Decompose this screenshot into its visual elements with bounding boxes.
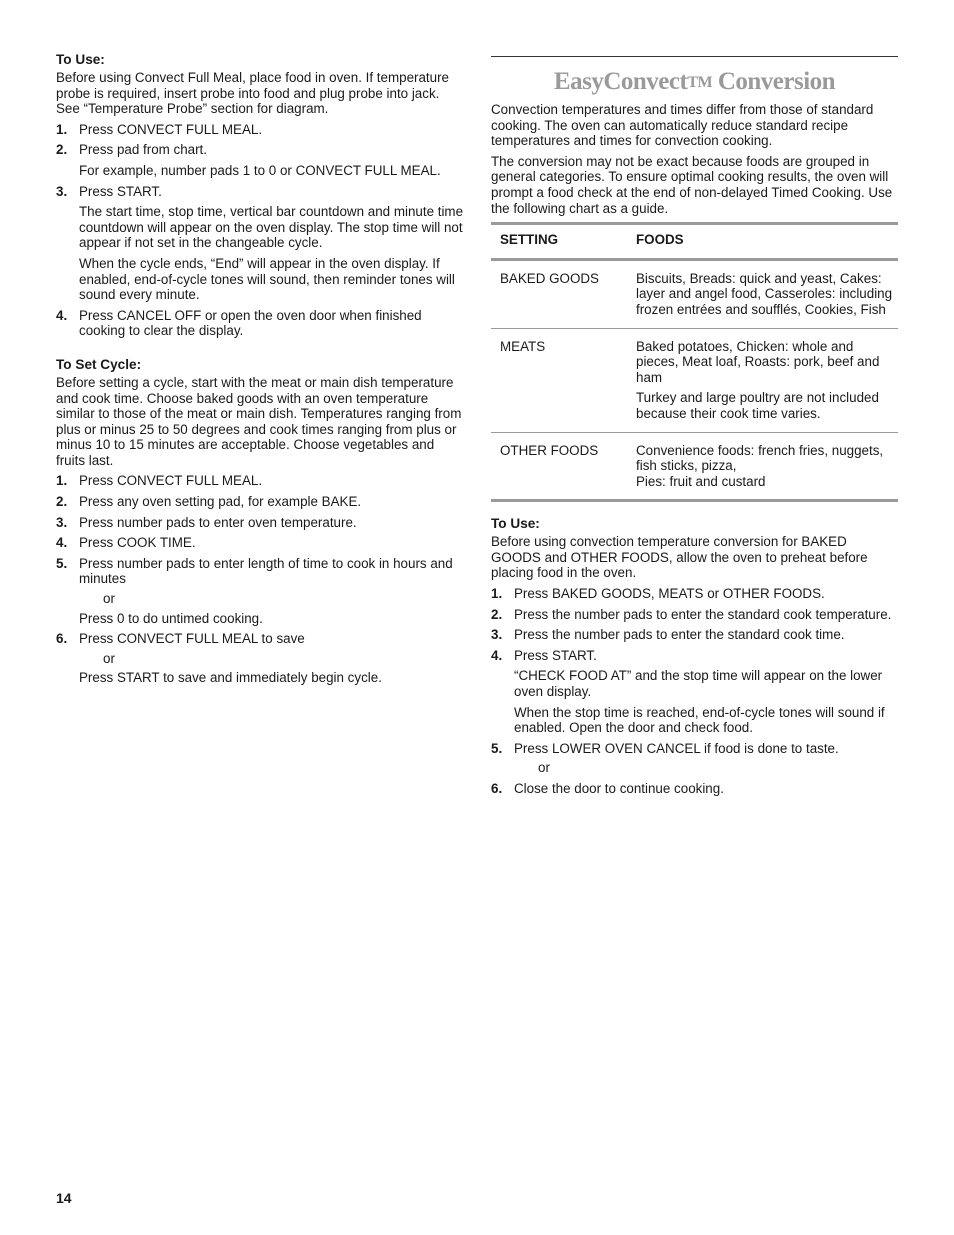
setting-cell: OTHER FOODS bbox=[500, 442, 599, 458]
step-text: Press number pads to enter oven temperature. bbox=[79, 514, 357, 530]
list-item bbox=[491, 741, 898, 776]
list-item bbox=[56, 556, 466, 626]
step-text: Press LOWER OVEN CANCEL if food is done to taste. bbox=[514, 740, 839, 756]
list-item bbox=[491, 627, 898, 643]
list-item bbox=[56, 122, 466, 138]
step-alternative: Press START to save and immediately begin cycle. bbox=[79, 670, 382, 686]
step-number: 6. bbox=[56, 631, 68, 647]
step-number: 4. bbox=[491, 647, 503, 663]
intro-paragraph: Before using Convect Full Meal, place food in oven. If temperature probe is required, insert probe into food and plug probe into jack. See “Temperature Probe” section for diagram. bbox=[56, 70, 450, 117]
list-item bbox=[491, 607, 898, 623]
conversion-table bbox=[491, 222, 898, 502]
step-number: 1. bbox=[56, 121, 68, 137]
intro-paragraph-2: The conversion may not be exact because foods are grouped in general categories. To ensure optimal cooking results, the oven will prompt a food check at the end of non-delayed Timed Cooking. Use the following chart as a guide. bbox=[491, 153, 893, 216]
table-row bbox=[491, 259, 898, 328]
setting-cell: BAKED GOODS bbox=[500, 270, 599, 286]
table-row bbox=[491, 432, 898, 501]
list-item bbox=[56, 142, 466, 178]
section-heading: To Set Cycle: bbox=[56, 356, 142, 372]
list-item bbox=[56, 535, 466, 551]
section-heading: To Use: bbox=[56, 52, 105, 67]
step-number: 1. bbox=[491, 586, 503, 602]
step-text: Press the number pads to enter the standard cook temperature. bbox=[514, 606, 892, 622]
step-text: Press pad from chart. bbox=[79, 142, 208, 158]
step-number: 3. bbox=[491, 627, 503, 643]
list-item bbox=[56, 494, 466, 510]
table-row bbox=[491, 328, 898, 432]
right-column bbox=[491, 56, 898, 802]
foods-cell bbox=[627, 328, 898, 432]
step-number: 3. bbox=[56, 514, 68, 530]
foods-text: Convenience foods: french fries, nuggets, fish sticks, pizza, bbox=[636, 442, 884, 474]
step-text: Press the number pads to enter the standard cook time. bbox=[514, 627, 845, 643]
step-text: Press CONVECT FULL MEAL. bbox=[79, 473, 263, 489]
foods-cell bbox=[627, 432, 898, 501]
step-text: Press START. bbox=[79, 183, 162, 199]
or-separator: or bbox=[103, 591, 115, 607]
step-alternative: Press 0 to do untimed cooking. bbox=[79, 610, 263, 626]
foods-text-2: Pies: fruit and custard bbox=[636, 473, 766, 489]
title-text: EasyConvect bbox=[553, 68, 688, 95]
step-note: When the stop time is reached, end-of-cycle tones will sound if enabled. Open the door and check food. bbox=[514, 704, 885, 736]
list-item bbox=[56, 631, 466, 686]
step-number: 4. bbox=[56, 535, 68, 551]
intro-paragraph: Convection temperatures and times differ from those of standard cooking. The oven can automatically reduce standard recipe temperatures and times for convection cooking. bbox=[491, 102, 874, 149]
list-item bbox=[56, 184, 466, 303]
step-number: 6. bbox=[491, 781, 503, 796]
list-item bbox=[491, 586, 898, 602]
list-item bbox=[491, 648, 898, 736]
step-text: Press number pads to enter length of time to cook in hours and minutes bbox=[79, 555, 453, 587]
step-text: Press any oven setting pad, for example BAKE. bbox=[79, 494, 362, 510]
or-separator: or bbox=[103, 650, 115, 666]
step-number: 2. bbox=[56, 494, 68, 510]
step-text: Close the door to continue cooking. bbox=[514, 781, 724, 796]
step-number: 2. bbox=[56, 142, 68, 158]
set-cycle-section bbox=[56, 357, 466, 686]
intro-paragraph: Before using convection temperature conversion for BAKED GOODS and OTHER FOODS, allow the oven to preheat before placing food in the oven. bbox=[491, 534, 868, 581]
title-text-end: Conversion bbox=[712, 68, 836, 95]
step-text: Press CONVECT FULL MEAL to save bbox=[79, 631, 305, 647]
step-note: For example, number pads 1 to 0 or CONVECT FULL MEAL. bbox=[79, 162, 441, 178]
table-header-row bbox=[491, 224, 898, 260]
step-number: 5. bbox=[56, 555, 68, 571]
list-item bbox=[56, 308, 466, 339]
step-note: The start time, stop time, vertical bar countdown and minute time countdown will appear on the oven display. The stop time will not appear if not set in the changeable cycle. bbox=[79, 204, 464, 251]
trademark-mark: TM bbox=[687, 74, 713, 91]
page-number: 14 bbox=[56, 1190, 72, 1206]
steps-list bbox=[491, 586, 898, 797]
step-number: 2. bbox=[491, 606, 503, 622]
foods-cell bbox=[627, 259, 898, 328]
step-note: When the cycle ends, “End” will appear in the oven display. If enabled, end-of-cycle tones will sound, then reminder tones will sound every minute. bbox=[79, 255, 455, 303]
list-item bbox=[491, 781, 898, 797]
step-number: 1. bbox=[56, 473, 68, 489]
title-divider bbox=[491, 56, 898, 57]
section-heading: To Use: bbox=[491, 516, 540, 532]
step-text: Press CONVECT FULL MEAL. bbox=[79, 121, 263, 137]
step-text: Press BAKED GOODS, MEATS or OTHER FOODS. bbox=[514, 586, 825, 602]
column-header-foods: FOODS bbox=[636, 232, 684, 248]
to-use-section bbox=[56, 52, 466, 339]
step-note: “CHECK FOOD AT” and the stop time will appear on the lower oven display. bbox=[514, 668, 883, 700]
list-item bbox=[56, 515, 466, 531]
setting-cell: MEATS bbox=[500, 338, 546, 354]
steps-list bbox=[56, 473, 466, 686]
column-header-setting: SETTING bbox=[500, 232, 559, 248]
step-number: 3. bbox=[56, 183, 68, 199]
foods-note: Turkey and large poultry are not included because their cook time varies. bbox=[636, 390, 879, 421]
step-text: Press COOK TIME. bbox=[79, 535, 196, 551]
left-column bbox=[56, 52, 466, 691]
to-use-conversion-section bbox=[491, 516, 898, 796]
step-text: Press CANCEL OFF or open the oven door when finished cooking to clear the display. bbox=[79, 307, 422, 339]
foods-text: Biscuits, Breads: quick and yeast, Cakes: layer and angel food, Casseroles: including frozen entrées and soufflés, Cookies, Fish bbox=[636, 270, 893, 317]
step-number: 4. bbox=[56, 307, 68, 323]
foods-text: Baked potatoes, Chicken: whole and pieces, Meat loaf, Roasts: pork, beef and ham bbox=[636, 338, 880, 385]
intro-paragraph: Before setting a cycle, start with the meat or main dish temperature and cook time. Choose baked goods with an oven temperature similar to those of the meat or main dish. Temperatures ranging from plus or minus 25 to 50 degrees and cook times ranging from plus or minus 10 to 15 minutes are acceptable. Choose vegetables and fruits last. bbox=[56, 374, 462, 468]
steps-list bbox=[56, 122, 466, 339]
step-number: 5. bbox=[491, 740, 503, 756]
page-title bbox=[491, 68, 898, 96]
list-item bbox=[56, 473, 466, 489]
or-separator: or bbox=[538, 760, 550, 776]
step-text: Press START. bbox=[514, 647, 597, 663]
